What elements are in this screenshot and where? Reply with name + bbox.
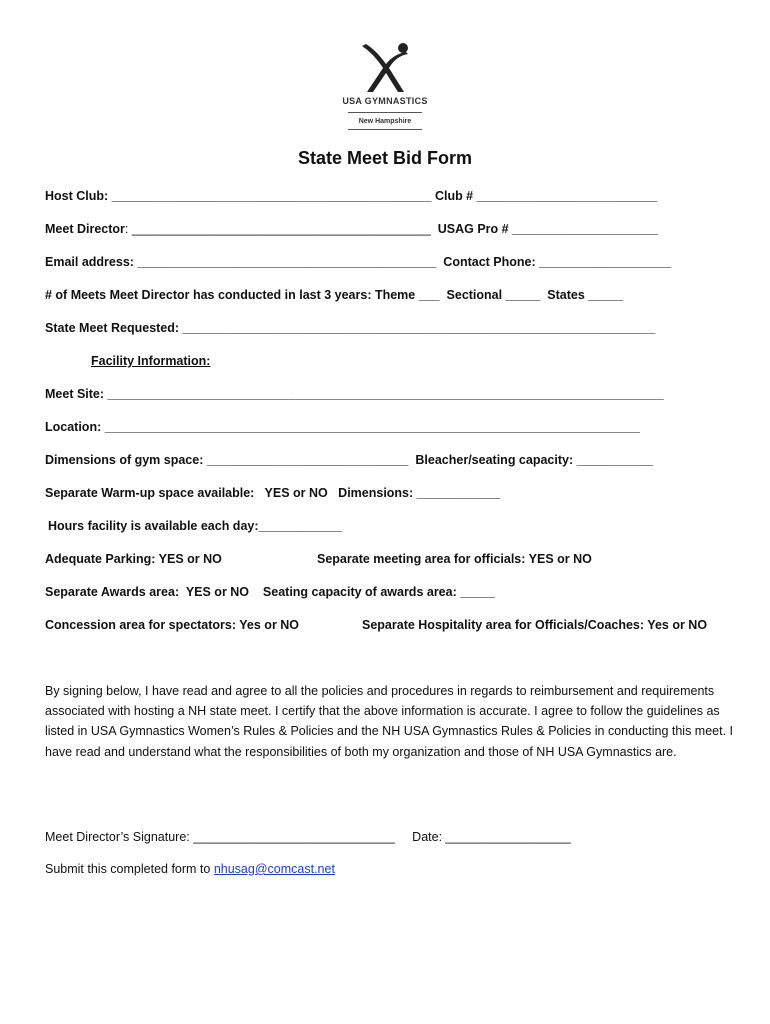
contact-phone-field[interactable]: Contact Phone: ___________________ xyxy=(443,255,672,269)
submit-text: Submit this completed form to xyxy=(45,862,214,876)
meets-conducted-field[interactable]: # of Meets Meet Director has conducted in last 3 years: Theme ___ Sectional _____ States _____ xyxy=(45,288,624,302)
meet-site-row xyxy=(45,386,664,402)
facility-info-heading: Facility Information: xyxy=(91,354,211,368)
meet-director-field[interactable]: : ___________________________________________ xyxy=(124,222,431,236)
gym-dimensions-row xyxy=(45,452,653,468)
awards-row xyxy=(45,584,495,600)
usa-gymnastics-logo xyxy=(330,40,440,132)
signature-date-line[interactable]: Meet Director’s Signature: _____________________________ Date: __________________ xyxy=(45,830,571,844)
concession-field[interactable]: Concession area for spectators: Yes or NO xyxy=(45,618,300,632)
usag-pro-field[interactable]: USAG Pro # _____________________ xyxy=(437,222,659,236)
page-title: State Meet Bid Form xyxy=(297,148,473,168)
location-field[interactable]: Location: _____________________________________________________________________________ xyxy=(45,420,641,434)
host-club-row xyxy=(45,188,657,204)
email-row xyxy=(45,254,671,270)
meet-site-field[interactable]: Meet Site: ________________________________________________________________________________ xyxy=(45,387,664,401)
warmup-row xyxy=(45,485,500,501)
parking-field[interactable]: Adequate Parking: YES or NO xyxy=(45,552,222,566)
logo-rule-bottom xyxy=(348,129,422,130)
agreement-paragraph: By signing below, I have read and agree to all the policies and procedures in regards to reimbursement and requirements associated with hosting a NH state meet. I certify that the above information is accurate. I agree to follow the guidelines as listed in USA Gymnastics Women’s Rules & Policies and the NH USA Gymnastics Rules & Policies in conducting this meet. I have read and understand what the responsibilities of both my organization and those of NH USA Gymnastics are. xyxy=(45,684,734,759)
logo-rule-top xyxy=(348,112,422,113)
bleacher-capacity-field[interactable]: Bleacher/seating capacity: ___________ xyxy=(415,453,654,467)
logo-brand-text: USA GYMNASTICS xyxy=(342,96,428,106)
email-field[interactable]: Email address: ___________________________________________ xyxy=(45,255,437,269)
meet-director-row xyxy=(45,221,658,237)
gym-dimensions-field[interactable]: Dimensions of gym space: _____________________________ xyxy=(45,453,409,467)
club-number-field[interactable]: Club # __________________________ xyxy=(434,189,658,203)
state-meet-requested-row xyxy=(45,320,655,336)
hours-field[interactable]: Hours facility is available each day:____________ xyxy=(48,519,342,533)
meet-director-label: Meet Director xyxy=(45,222,125,236)
submit-email-link[interactable]: nhusag@comcast.net xyxy=(213,862,335,876)
submit-row xyxy=(45,861,335,877)
host-club-field[interactable]: Host Club: ______________________________________________ xyxy=(45,189,432,203)
officials-meeting-field[interactable]: Separate meeting area for officials: YES or NO xyxy=(317,552,592,566)
logo-sub-text: New Hampshire xyxy=(358,118,412,125)
state-meet-requested-field[interactable]: State Meet Requested: ____________________________________________________________________ xyxy=(45,321,656,335)
location-row xyxy=(45,419,640,435)
hospitality-field[interactable]: Separate Hospitality area for Officials/Coaches: Yes or NO xyxy=(362,618,708,632)
meets-conducted-row xyxy=(45,287,623,303)
gymnast-figure-icon xyxy=(354,40,416,94)
hours-row xyxy=(48,518,342,534)
warmup-field[interactable]: Separate Warm-up space available: YES or NO Dimensions: ____________ xyxy=(45,486,501,500)
awards-field[interactable]: Separate Awards area: YES or NO Seating capacity of awards area: _____ xyxy=(45,585,495,599)
